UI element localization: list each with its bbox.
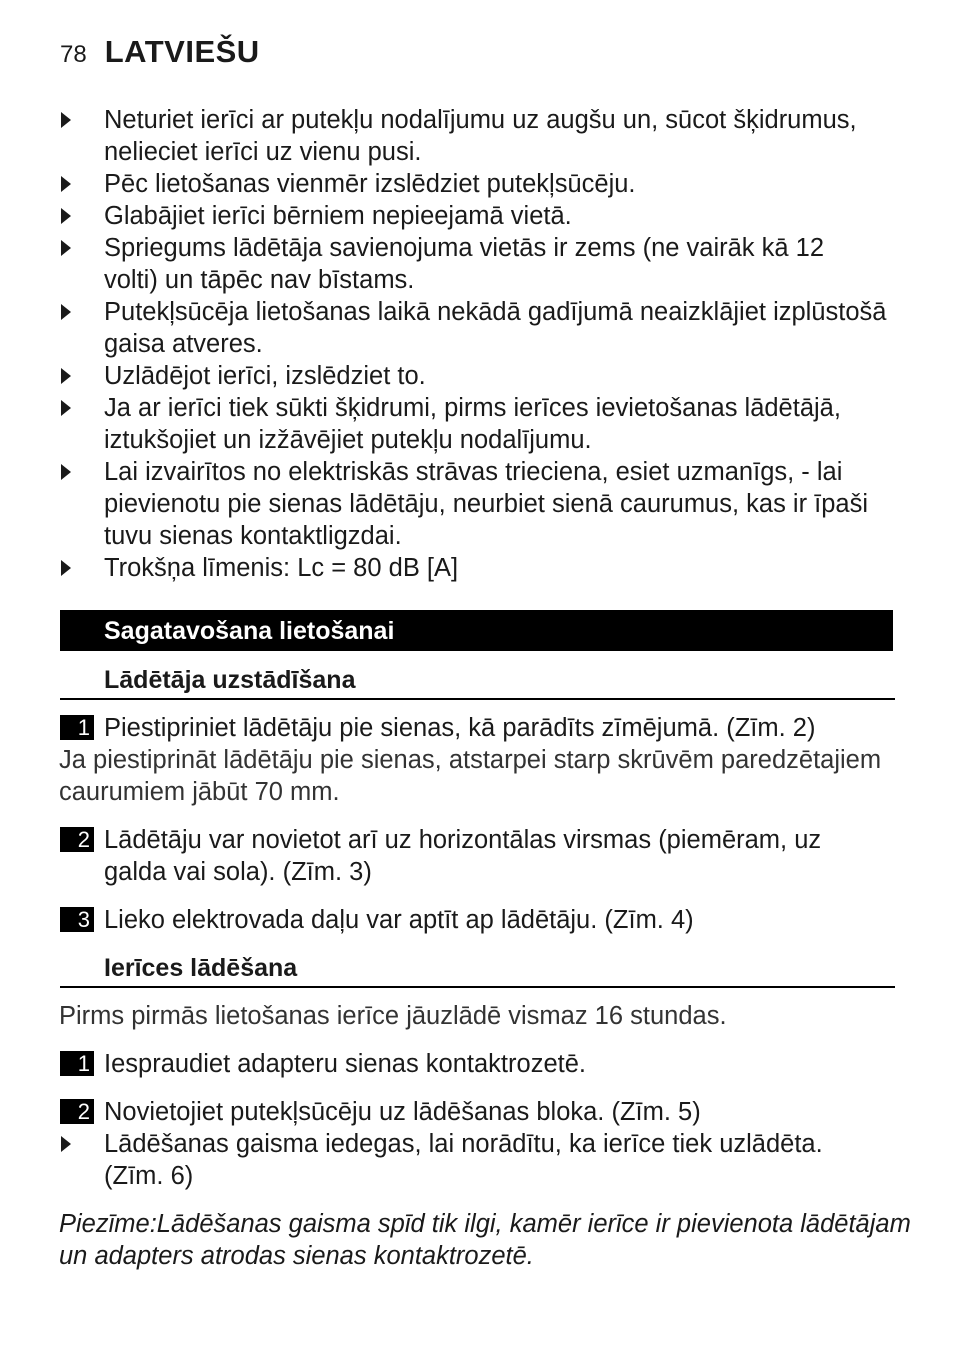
step-note: Ja piestiprināt lādētāju pie sienas, atstarpei starp skrūvēm paredzētajiem <box>59 746 882 774</box>
bullet-icon <box>61 304 71 320</box>
bullet-line: nelieciet ierīci uz vienu pusi. <box>104 138 422 166</box>
step-text: Lādētāju var novietot arī uz horizontālas virsmas (piemēram, uz <box>104 826 822 854</box>
page-header <box>60 34 260 70</box>
bullet-icon <box>61 464 71 480</box>
bullet-line: Ja ar ierīci tiek sūkti šķidrumi, pirms ierīces ievietošanas lādētājā, <box>104 394 841 422</box>
subsection-title-charger-setup: Lādētāja uzstādīšana <box>104 666 356 694</box>
step-number: 1 <box>60 1051 94 1076</box>
bullet-icon <box>61 176 71 192</box>
step-text: Novietojiet putekļsūcēju uz lādēšanas bloka. (Zīm. 5) <box>104 1098 701 1126</box>
bullet-icon <box>61 368 71 384</box>
subsection-rule <box>60 698 895 700</box>
step-text: galda vai sola). (Zīm. 3) <box>104 858 372 886</box>
bullet-line: Pēc lietošanas vienmēr izslēdziet putekļsūcēju. <box>104 170 636 198</box>
bullet-icon <box>61 1136 71 1152</box>
bullet-icon <box>61 400 71 416</box>
bullet-icon <box>61 208 71 224</box>
bullet-icon <box>61 560 71 576</box>
bullet-line: gaisa atveres. <box>104 330 263 358</box>
subsection-title-charging: Ierīces lādēšana <box>104 954 298 982</box>
step-number: 2 <box>60 827 94 852</box>
bullet-line: Trokšņa līmenis: Lc = 80 dB [A] <box>104 554 459 582</box>
bullet-icon <box>61 112 71 128</box>
bullet-line: Lai izvairītos no elektriskās strāvas trieciena, esiet uzmanīgs, - lai <box>104 458 843 486</box>
step-note: caurumiem jābūt 70 mm. <box>59 778 340 806</box>
step-text: Iespraudiet adapteru sienas kontaktrozetē. <box>104 1050 586 1078</box>
section-title: Sagatavošana lietošanai <box>104 617 395 645</box>
charging-note: Piezīme:Lādēšanas gaisma spīd tik ilgi, kamēr ierīce ir pievienota lādētājam <box>59 1210 911 1238</box>
page-language-title: LATVIEŠU <box>104 34 260 69</box>
step-number: 2 <box>60 1099 94 1124</box>
step-text: Lieko elektrovada daļu var aptīt ap lādētāju. (Zīm. 4) <box>104 906 694 934</box>
bullet-line: Glabājiet ierīci bērniem nepieejamā vietā. <box>104 202 572 230</box>
bullet-line: tuvu sienas kontaktligzdai. <box>104 522 402 550</box>
bullet-line: Spriegums lādētāja savienojuma vietās ir zems (ne vairāk kā 12 <box>104 234 825 262</box>
bullet-line: Lādēšanas gaisma iedegas, lai norādītu, ka ierīce tiek uzlādēta. <box>104 1130 823 1158</box>
subsection-rule <box>60 986 895 988</box>
charging-intro: Pirms pirmās lietošanas ierīce jāuzlādē vismaz 16 stundas. <box>59 1002 727 1030</box>
step-number: 1 <box>60 715 94 740</box>
bullet-line: Uzlādējot ierīci, izslēdziet to. <box>104 362 426 390</box>
bullet-line: Putekļsūcēja lietošanas laikā nekādā gadījumā neaizklājiet izplūstošā <box>104 298 887 326</box>
step-text: Piestipriniet lādētāju pie sienas, kā parādīts zīmējumā. (Zīm. 2) <box>104 714 816 742</box>
bullet-line: pievienotu pie sienas lādētāju, neurbiet sienā caurumus, kas ir īpaši <box>104 490 869 518</box>
bullet-line: iztukšojiet un izžāvējiet putekļu nodalījumu. <box>104 426 592 454</box>
bullet-line: Neturiet ierīci ar putekļu nodalījumu uz augšu un, sūcot šķidrumus, <box>104 106 857 134</box>
bullet-line: (Zīm. 6) <box>104 1162 194 1190</box>
bullet-icon <box>61 240 71 256</box>
bullet-line: volti) un tāpēc nav bīstams. <box>104 266 415 294</box>
step-number: 3 <box>60 907 94 932</box>
page-number: 78 <box>60 41 87 68</box>
charging-note: un adapters atrodas sienas kontaktrozetē. <box>59 1242 534 1270</box>
